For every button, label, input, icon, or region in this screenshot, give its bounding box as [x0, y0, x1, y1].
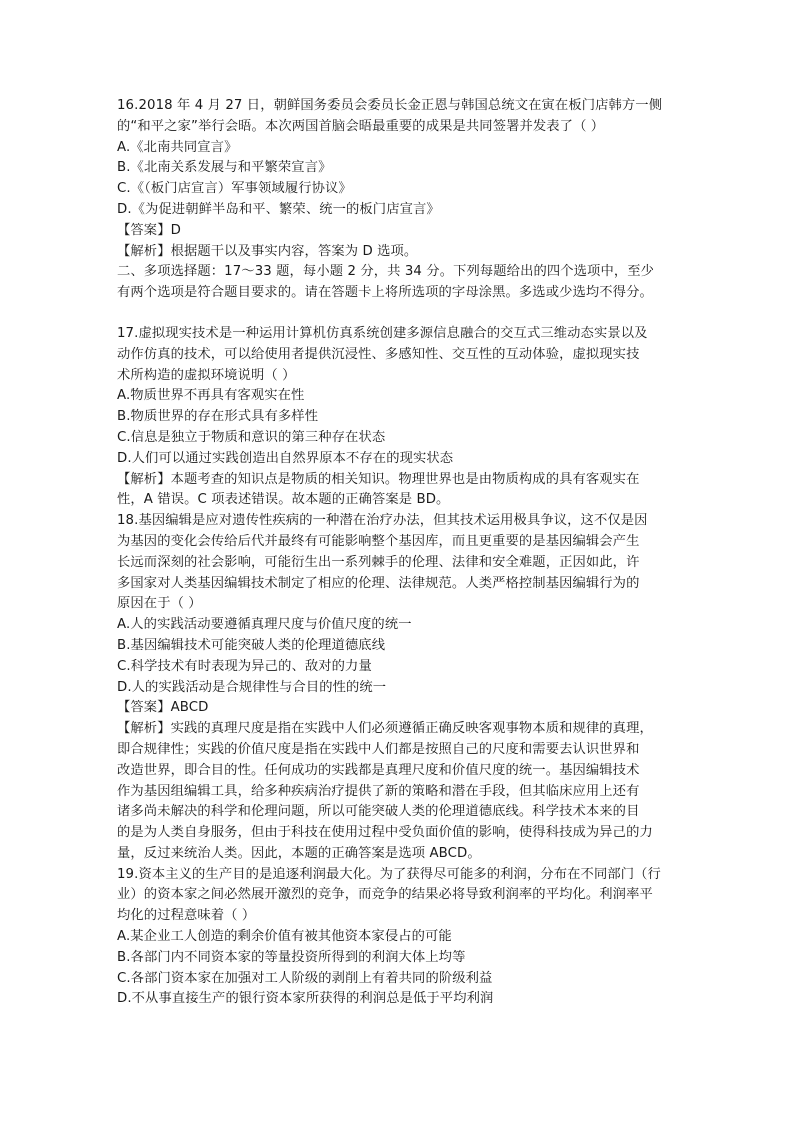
question-stem: 18.基因编辑是应对遗传性疾病的一种潜在治疗办法，但其技术运用极具争议，这不仅是因: [117, 513, 648, 529]
option-b: B.基因编辑技术可能突破人类的伦理道德底线: [117, 637, 386, 653]
option-a: A.《北南共同宣言》: [117, 139, 238, 155]
option-c: C.信息是独立于物质和意识的第三种存在状态: [117, 429, 386, 445]
analysis: 量，反过来统治人类。因此，本题的正确答案是选项 ABCD。: [117, 845, 481, 861]
question-stem: 17.虚拟现实技术是一种运用计算机仿真系统创建多源信息融合的交互式三维动态实景以及: [117, 325, 648, 341]
question-stem: 为基因的变化会传给后代并最终有可能影响整个基因库，而且更重要的是基因编辑会产生: [117, 533, 640, 549]
question-stem: 原因在于（ ）: [117, 596, 202, 612]
question-stem: 长远而深刻的社会影响，可能衍生出一系列棘手的伦理、法律和安全难题，正因如此，许: [117, 554, 640, 570]
answer: 【答案】ABCD: [117, 700, 209, 716]
analysis: 性，A 错误。C 项表述错误。故本题的正确答案是 BD。: [117, 492, 450, 508]
option-b: B.各部门内不同资本家的等量投资所得到的利润大体上均等: [117, 949, 466, 965]
option-b: B.物质世界的存在形式具有多样性: [117, 409, 319, 425]
option-a: A.某企业工人创造的剩余价值有被其他资本家侵占的可能: [117, 929, 452, 945]
analysis: 【解析】实践的真理尺度是指在实践中人们必须遵循正确反映客观事物本质和规律的真理，: [117, 721, 653, 737]
document-page: [117, 96, 683, 1010]
question-18: [117, 511, 683, 865]
option-a: A.人的实践活动要遵循真理尺度与价值尺度的统一: [117, 617, 412, 633]
option-d: D.人的实践活动是合规律性与合目的性的统一: [117, 679, 387, 695]
analysis: 改造世界，即合目的性。任何成功的实践都是真理尺度和价值尺度的统一。基因编辑技术: [117, 762, 640, 778]
analysis: 的是为人类自身服务，但由于科技在使用过程中受负面价值的影响，使得科技成为异己的力: [117, 825, 653, 841]
question-19: [117, 865, 683, 1011]
analysis: 诸多尚未解决的科学和伦理问题，所以可能突破人类的伦理道德底线。科学技术本来的目: [117, 804, 640, 820]
question-stem: 术所构造的虚拟环境说明（ ）: [117, 367, 296, 383]
question-stem: 均化的过程意味着（ ）: [117, 908, 256, 924]
analysis: 即合规律性；实践的价值尺度是指在实践中人们都是按照自己的尺度和需要去认识世界和: [117, 741, 640, 757]
option-d: D.人们可以通过实践创造出自然界原本不存在的现实状态: [117, 450, 454, 466]
question-stem: 19.资本主义的生产目的是追逐利润最大化。为了获得尽可能多的利润，分布在不同部门（行: [117, 866, 661, 882]
question-stem: 业）的资本家之间必然展开激烈的竞争，而竞争的结果必将导致利润率的平均化。利润率平: [117, 887, 653, 903]
option-b: B.《北南关系发展与和平繁荣宣言》: [117, 160, 332, 176]
spacer: [117, 304, 683, 324]
option-d: D.《为促进朝鲜半岛和平、繁荣、统一的板门店宣言》: [117, 201, 440, 217]
option-c: C.科学技术有时表现为异己的、敌对的力量: [117, 658, 372, 674]
analysis: 作为基因组编辑工具，给多种疾病治疗提供了新的策略和潜在手段，但其临床应用上还有: [117, 783, 640, 799]
analysis: 【解析】根据题干以及事实内容，答案为 D 选项。: [117, 243, 418, 259]
question-16: [117, 96, 683, 262]
question-17: [117, 324, 683, 511]
option-c: C.《（板门店宣言）军事领域履行协议》: [117, 181, 352, 197]
section-heading-multiple-choice: [117, 262, 683, 304]
analysis: 【解析】本题考查的知识点是物质的相关知识。物理世界也是由物质构成的具有客观实在: [117, 471, 640, 487]
question-stem: 的“和平之家”举行会晤。本次两国首脑会晤最重要的成果是共同签署并发表了（ ）: [117, 118, 605, 134]
question-stem: 16.2018 年 4 月 27 日，朝鲜国务委员会委员长金正恩与韩国总统文在寅在板门店韩方一侧: [117, 98, 663, 113]
question-stem: 多国家对人类基因编辑技术制定了相应的伦理、法律规范。人类严格控制基因编辑行为的: [117, 575, 640, 591]
answer: 【答案】D: [117, 222, 181, 238]
option-d: D.不从事直接生产的银行资本家所获得的利润总是低于平均利润: [117, 991, 494, 1007]
option-c: C.各部门资本家在加强对工人阶级的剥削上有着共同的阶级利益: [117, 970, 493, 986]
section-instructions: 有两个选项是符合题目要求的。请在答题卡上将所选项的字母涂黑。多选或少选均不得分。: [117, 285, 653, 301]
section-instructions: 二、多项选择题：17～33 题，每小题 2 分，共 34 分。下列每题给出的四个选项中，至少: [117, 264, 655, 280]
question-stem: 动作仿真的技术，可以给使用者提供沉浸性、多感知性、交互性的互动体验，虚拟现实技: [117, 346, 640, 362]
option-a: A.物质世界不再具有客观实在性: [117, 388, 305, 404]
